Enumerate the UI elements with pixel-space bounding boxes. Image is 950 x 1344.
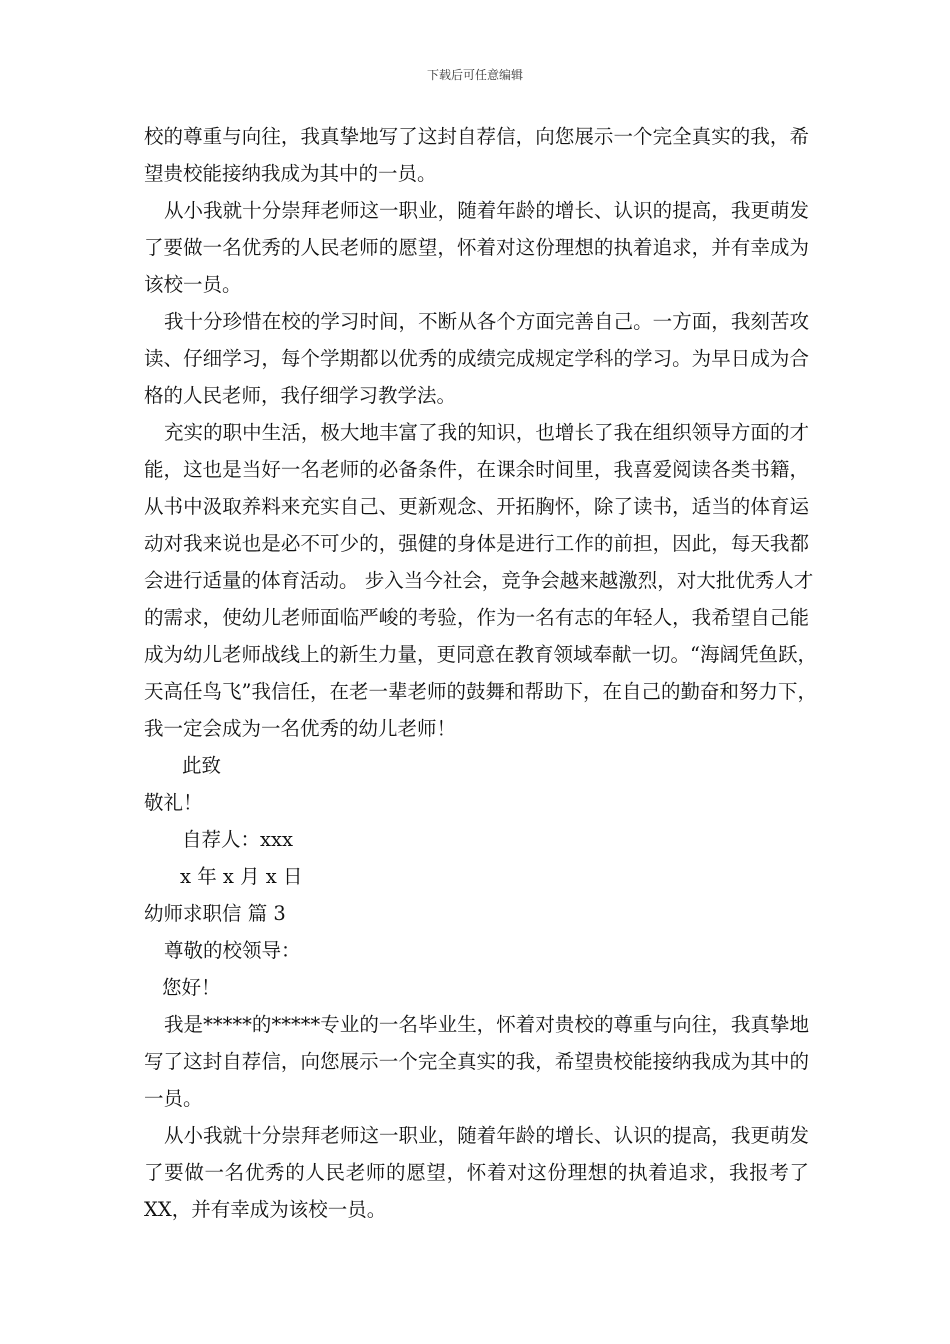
- text-line: 成为幼儿老师战线上的新生力量，更同意在教育领域奉献一切。“海阔凭鱼跃，: [144, 643, 817, 666]
- text-line: 了要做一名优秀的人民老师的愿望，怀着对这份理想的执着追求，并有幸成为: [144, 236, 809, 259]
- paragraph-start: 我十分珍惜在校的学习时间，不断从各个方面完善自己。一方面，我刻苦攻: [164, 310, 809, 333]
- text-line: 读、仔细学习，每个学期都以优秀的成绩完成规定学科的学习。为早日成为合: [144, 347, 809, 370]
- text-line: 的需求，使幼儿老师面临严峻的考验，作为一名有志的年轻人，我希望自己能: [144, 606, 809, 629]
- greeting: 尊敬的校领导：: [164, 939, 301, 962]
- paragraph-start: 充实的职中生活，极大地丰富了我的知识，也增长了我在组织领导方面的才: [164, 421, 809, 444]
- paragraph-start: 从小我就十分崇拜老师这一职业，随着年龄的增长、认识的提高，我更萌发: [164, 199, 809, 222]
- section-title: 幼师求职信 篇 3: [144, 902, 286, 925]
- text-line: 天高任鸟飞”我信任，在老一辈老师的鼓舞和帮助下，在自己的勤奋和努力下，: [144, 680, 817, 703]
- text-line: 了要做一名优秀的人民老师的愿望，怀着对这份理想的执着追求，我报考了: [144, 1161, 809, 1184]
- signature-date: x 年 x 月 x 日: [180, 865, 303, 888]
- paragraph-start: 我是*****的*****专业的一名毕业生，怀着对贵校的尊重与向往，我真挚地: [164, 1013, 809, 1036]
- paragraph-start: 从小我就十分崇拜老师这一职业，随着年龄的增长、认识的提高，我更萌发: [164, 1124, 809, 1147]
- text-line: 会进行适量的体育活动。 步入当今社会，竞争会越来越激烈，对大批优秀人才: [144, 569, 814, 592]
- text-line: 写了这封自荐信，向您展示一个完全真实的我，希望贵校能接纳我成为其中的: [144, 1050, 809, 1073]
- text-line: 该校一员。: [144, 273, 242, 296]
- text-line: 能，这也是当好一名老师的必备条件，在课余时间里，我喜爱阅读各类书籍，: [144, 458, 809, 481]
- signature-name: 自荐人：xxx: [182, 828, 293, 851]
- text-line: 格的人民老师，我仔细学习教学法。: [144, 384, 457, 407]
- text-line: 一员。: [144, 1087, 203, 1110]
- text-line: 望贵校能接纳我成为其中的一员。: [144, 162, 437, 185]
- text-line: 校的尊重与向往，我真挚地写了这封自荐信，向您展示一个完全真实的我，希: [144, 125, 809, 148]
- text-line: 我一定会成为一名优秀的幼儿老师！: [144, 717, 457, 740]
- greeting-hello: 您好！: [162, 976, 221, 999]
- text-line: XX，并有幸成为该校一员。: [144, 1198, 387, 1221]
- page-header: 下载后可任意编辑: [426, 68, 523, 82]
- letter-body: [144, 118, 817, 1228]
- closing-regards: 敬礼！: [144, 791, 203, 814]
- text-line: 动对我来说也是必不可少的，强健的身体是进行工作的前担，因此，每天我都: [144, 532, 809, 555]
- closing-salutation: 此致: [182, 754, 222, 777]
- text-line: 从书中汲取养料来充实自己、更新观念、开拓胸怀，除了读书，适当的体育运: [144, 495, 809, 518]
